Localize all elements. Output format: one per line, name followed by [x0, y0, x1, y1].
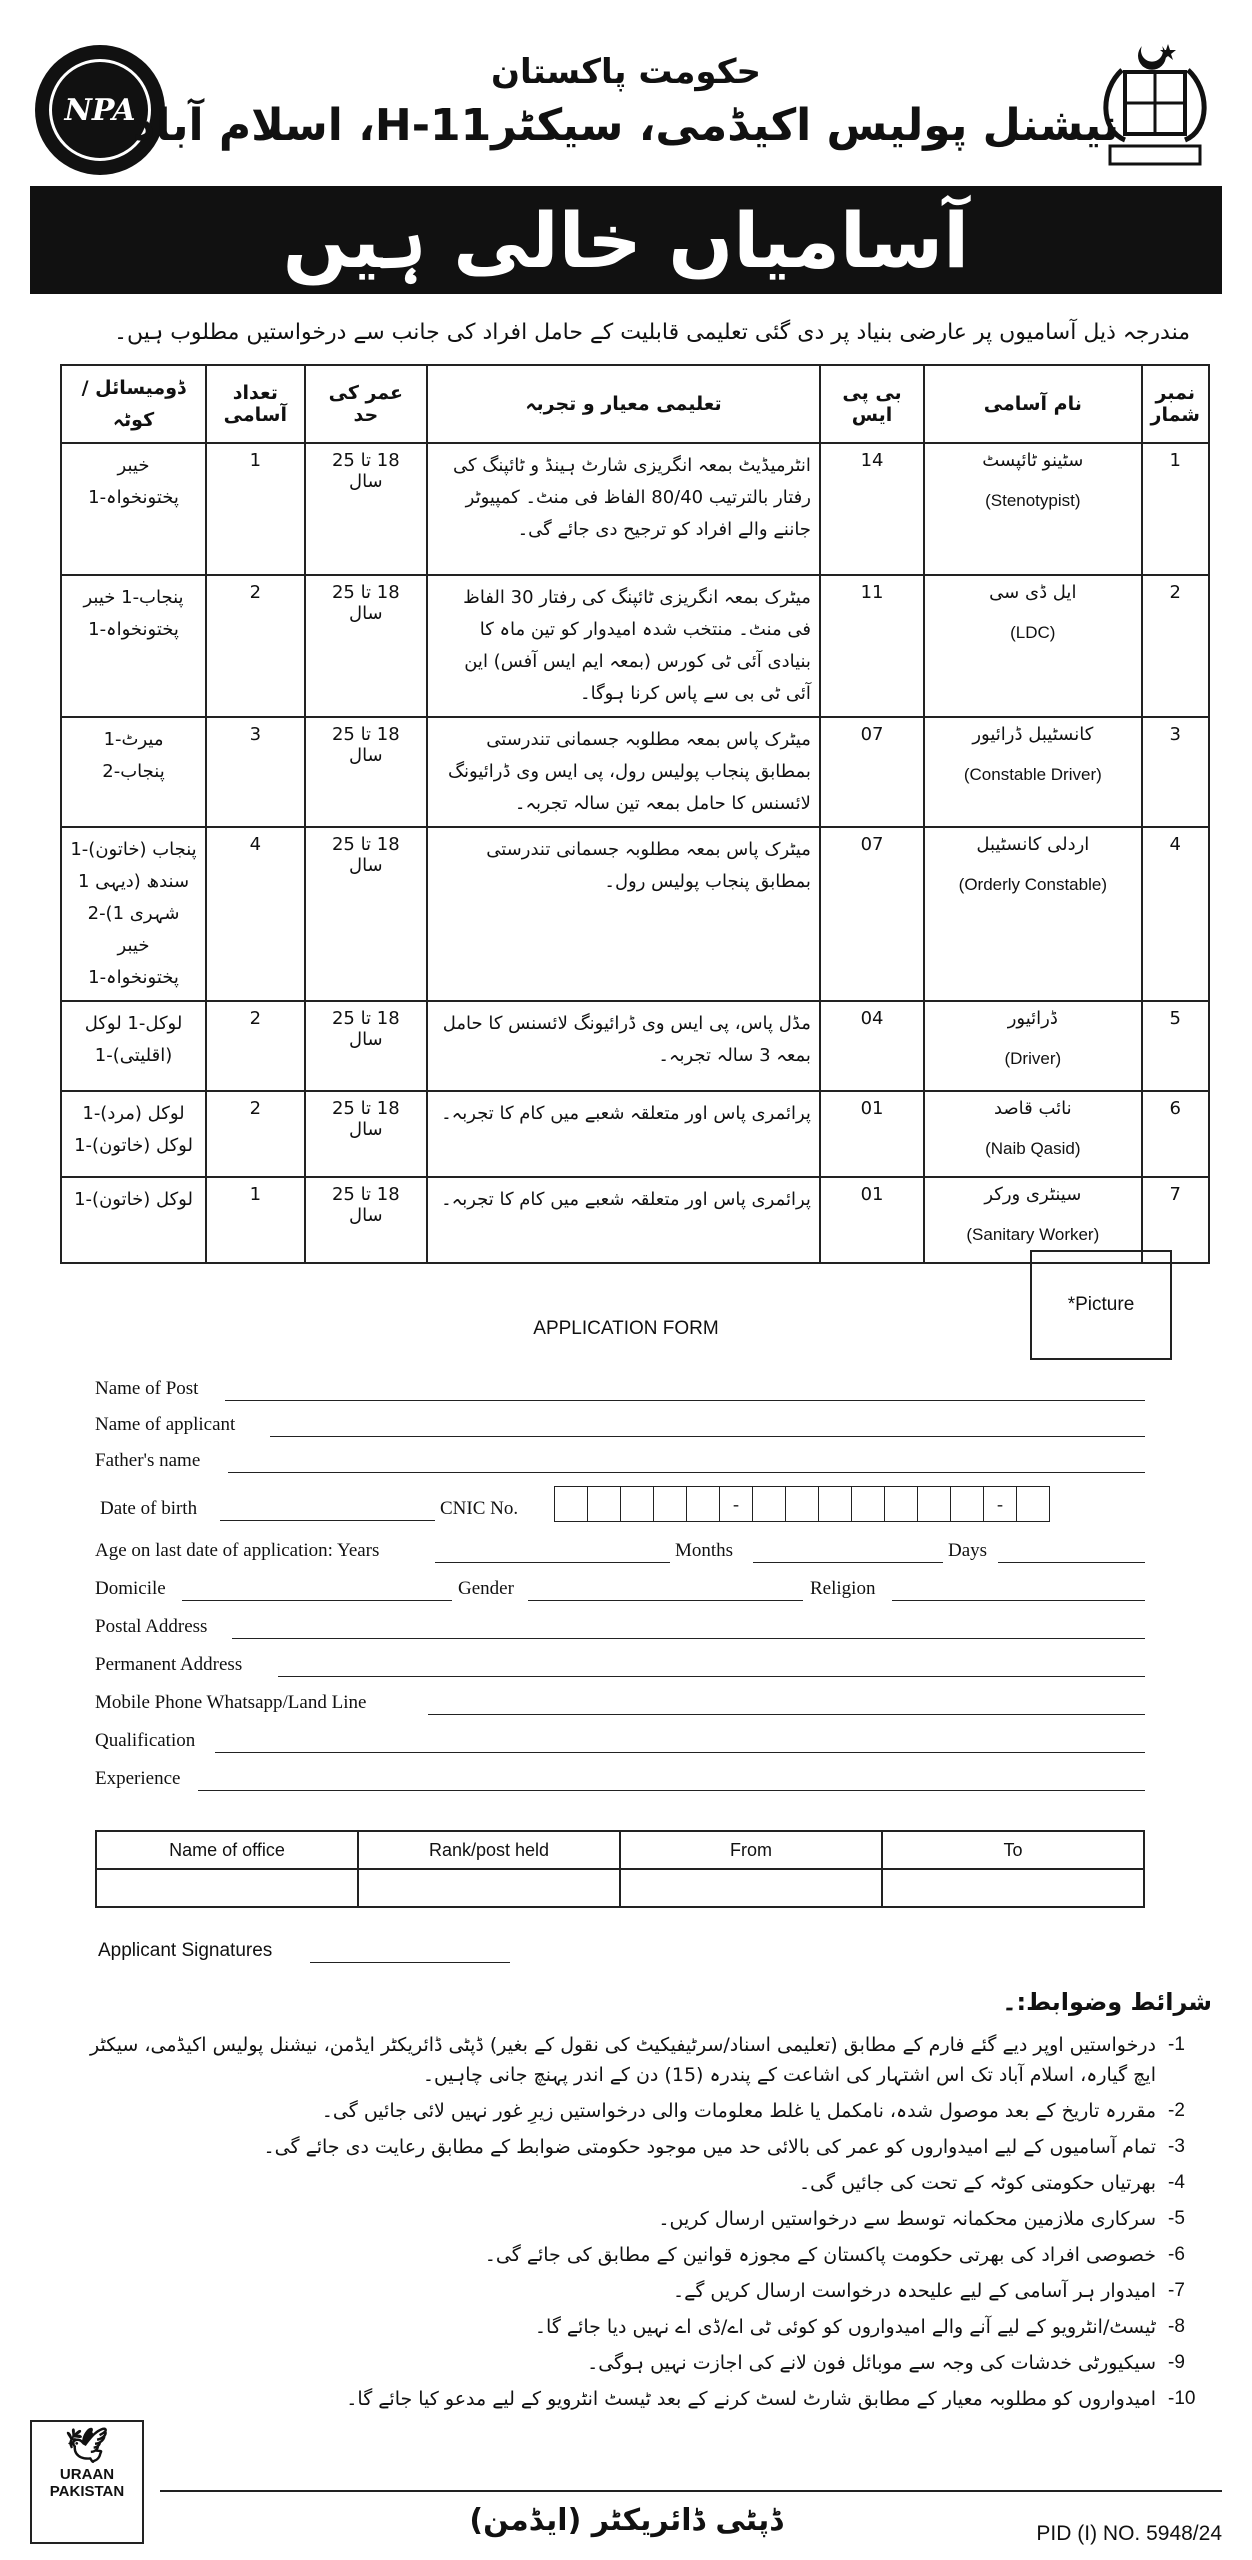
label-name-of-applicant: Name of applicant: [95, 1414, 236, 1435]
term-text: سیکیورٹی خدشات کی وجہ سے موبائل فون لانے کی اجازت نہیں ہوگی۔: [587, 2352, 1156, 2374]
exp-header-to: To: [882, 1831, 1144, 1869]
header-bps: بی پی ایس: [820, 365, 924, 443]
uraan-text: URAAN: [59, 2466, 115, 2483]
term-number: -3: [1168, 2136, 1185, 2157]
cnic-digit-box[interactable]: [851, 1486, 885, 1522]
cell-quota: پنجاب (خاتون)-1 سندھ (دیہی 1 شہری 1)-2 خیبر پختونخواہ-1: [61, 827, 206, 1001]
npa-seal-text: NPA: [49, 59, 151, 161]
cell-sr: 5: [1142, 1001, 1210, 1091]
cell-post: [924, 717, 1141, 827]
label-permanent-address: Permanent Address: [95, 1654, 243, 1675]
cell-bps: 11: [820, 575, 924, 717]
exp-rank-cell[interactable]: [358, 1869, 620, 1907]
cell-count: 1: [206, 1177, 305, 1263]
cell-age: 18 تا 25 سال: [305, 1091, 427, 1177]
permanent-address-field[interactable]: [278, 1676, 1145, 1677]
header-qualification: تعلیمی معیار و تجربہ: [427, 365, 820, 443]
table-header-row: [61, 365, 1209, 443]
post-urdu: ایل ڈی سی: [989, 582, 1077, 603]
term-text: امیدوار ہر آسامی کے لیے علیحدہ درخواست ارسال کریں گے۔: [673, 2280, 1156, 2302]
cell-count: 1: [206, 443, 305, 575]
cnic-digit-box[interactable]: [653, 1486, 687, 1522]
cell-sr: 6: [1142, 1091, 1210, 1177]
vacancies-banner: آسامیاں خالی ہیں: [30, 186, 1222, 294]
label-domicile: Domicile: [95, 1578, 166, 1599]
post-urdu: سٹینو ٹائپسٹ: [982, 450, 1084, 471]
cnic-separator: -: [719, 1486, 753, 1522]
table-row: [61, 717, 1209, 827]
applicant-signature-field[interactable]: [310, 1962, 510, 1963]
term-number: -1: [1168, 2034, 1185, 2055]
cell-age: 18 تا 25 سال: [305, 717, 427, 827]
experience-table: [95, 1830, 1145, 1908]
header-count: تعداد آسامی: [206, 365, 305, 443]
table-row: [61, 575, 1209, 717]
cell-age: 18 تا 25 سال: [305, 1001, 427, 1091]
academy-heading: نیشنل پولیس اکیڈمی، سیکٹرH-11، اسلام آباد: [132, 100, 1120, 151]
post-english: (Naib Qasid): [985, 1139, 1081, 1158]
exp-header-rank: Rank/post held: [358, 1831, 620, 1869]
domicile-field[interactable]: [182, 1600, 452, 1601]
cell-post: [924, 443, 1141, 575]
term-number: -6: [1168, 2244, 1185, 2265]
footer-divider: [160, 2490, 1222, 2492]
exp-office-cell[interactable]: [96, 1869, 358, 1907]
pakistan-text: PAKISTAN: [49, 2483, 125, 2500]
cell-quota: لوکل (مرد)-1 لوکل (خاتون)-1: [61, 1091, 206, 1177]
cell-bps: 01: [820, 1091, 924, 1177]
list-item: [72, 2240, 1222, 2270]
experience-entry-row: [96, 1869, 1144, 1907]
cell-sr: 4: [1142, 827, 1210, 1001]
pid-number: PID (I) NO. 5948/24: [1036, 2522, 1222, 2545]
cell-sr: 2: [1142, 575, 1210, 717]
term-text: بھرتیاں حکومتی کوٹہ کے تحت کی جائیں گی۔: [799, 2172, 1156, 2194]
post-english: (Stenotypist): [985, 491, 1081, 510]
picture-box: *Picture: [1030, 1250, 1172, 1360]
table-row: [61, 827, 1209, 1001]
term-number: -5: [1168, 2208, 1185, 2229]
terms-title: شرائط وضوابط:۔: [1002, 1988, 1212, 2016]
name-of-post-field[interactable]: [225, 1400, 1145, 1401]
list-item: [72, 2384, 1222, 2414]
term-number: -8: [1168, 2316, 1185, 2337]
age-months-field[interactable]: [753, 1562, 943, 1563]
post-english: (Driver): [1004, 1049, 1062, 1068]
government-heading: حکومت پاکستان: [490, 52, 762, 92]
cell-bps: 14: [820, 443, 924, 575]
cell-qualification: میٹرک بمعہ انگریزی ٹائپنگ کی رفتار 30 الفاظ فی منٹ۔ منتخب شدہ امیدوار کو تین ماہ کا بنیادی آئی ٹی کورس (بمعہ ایم ایس آفس) این آئی ٹی بی سے پاس کرنا ہوگا۔: [427, 575, 820, 717]
cnic-digit-box[interactable]: [752, 1486, 786, 1522]
cnic-digit-box[interactable]: [554, 1486, 588, 1522]
qualification-field[interactable]: [215, 1752, 1145, 1753]
label-cnic: CNIC No.: [440, 1498, 519, 1519]
cnic-digit-box[interactable]: [785, 1486, 819, 1522]
list-item: [72, 2030, 1222, 2090]
label-gender: Gender: [458, 1578, 514, 1599]
term-number: -9: [1168, 2352, 1185, 2373]
cell-sr: 7: [1142, 1177, 1210, 1263]
cell-count: 3: [206, 717, 305, 827]
label-months: Months: [675, 1540, 734, 1561]
cell-quota: پنجاب-1 خیبر پختونخواہ-1: [61, 575, 206, 717]
cell-age: 18 تا 25 سال: [305, 827, 427, 1001]
cnic-digit-box[interactable]: [818, 1486, 852, 1522]
list-item: [72, 2132, 1222, 2162]
term-number: -7: [1168, 2280, 1185, 2301]
exp-from-cell[interactable]: [620, 1869, 882, 1907]
term-text: تمام آسامیوں کے لیے امیدواروں کو عمر کی بالائی حد میں موجود حکومتی ضوابط کے مطابق رعایت دی جائے گی۔: [263, 2136, 1156, 2158]
header-post: نام آسامی: [924, 365, 1141, 443]
cell-qualification: انٹرمیڈیٹ بمعہ انگریزی شارٹ ہینڈ و ٹائپنگ کی رفتار بالترتیب 80/40 الفاظ فی منٹ۔ کمپیوٹر جاننے والے افراد کو ترجیح دی جائے گی۔: [427, 443, 820, 575]
cell-post: [924, 575, 1141, 717]
post-urdu: نائب قاصد: [993, 1098, 1072, 1119]
postal-address-field[interactable]: [232, 1638, 1145, 1639]
label-postal-address: Postal Address: [95, 1616, 208, 1637]
terms-list: [72, 2030, 1222, 2420]
bird-icon: 🕊: [65, 2427, 109, 2465]
cell-qualification: پرائمری پاس اور متعلقہ شعبے میں کام کا تجربہ۔: [427, 1091, 820, 1177]
vacancies-table: [60, 364, 1210, 1264]
list-item: [72, 2096, 1222, 2126]
cell-bps: 04: [820, 1001, 924, 1091]
cnic-separator: -: [983, 1486, 1017, 1522]
cell-quota: لوکل-1 لوکل (اقلیتی)-1: [61, 1001, 206, 1091]
cnic-digit-box[interactable]: [620, 1486, 654, 1522]
list-item: [72, 2348, 1222, 2378]
table-row: [61, 443, 1209, 575]
mobile-phone-field[interactable]: [428, 1714, 1145, 1715]
cell-post: [924, 1001, 1141, 1091]
gender-field[interactable]: [528, 1600, 803, 1601]
age-years-field[interactable]: [435, 1562, 670, 1563]
list-item: [72, 2204, 1222, 2234]
cell-age: 18 تا 25 سال: [305, 1177, 427, 1263]
table-row: [61, 1001, 1209, 1091]
header-age: عمر کی حد: [305, 365, 427, 443]
header-sr: نمبر شمار: [1142, 365, 1210, 443]
cell-quota: میرٹ-1 پنجاب-2: [61, 717, 206, 827]
cnic-boxes[interactable]: [555, 1486, 1050, 1522]
experience-header-row: [96, 1831, 1144, 1869]
term-number: -2: [1168, 2100, 1185, 2121]
list-item: [72, 2168, 1222, 2198]
list-item: [72, 2276, 1222, 2306]
exp-to-cell[interactable]: [882, 1869, 1144, 1907]
cnic-digit-box[interactable]: [587, 1486, 621, 1522]
cnic-digit-box[interactable]: [917, 1486, 951, 1522]
header-quota: ڈومیسائل / کوٹہ: [61, 365, 206, 443]
label-date-of-birth: Date of birth: [100, 1498, 198, 1519]
exp-header-from: From: [620, 1831, 882, 1869]
cnic-digit-box[interactable]: [1016, 1486, 1050, 1522]
cnic-digit-box[interactable]: [950, 1486, 984, 1522]
experience-field[interactable]: [198, 1790, 1145, 1791]
label-mobile-phone: Mobile Phone Whatsapp/Land Line: [95, 1692, 367, 1713]
label-fathers-name: Father's name: [95, 1450, 201, 1471]
label-experience: Experience: [95, 1768, 181, 1789]
label-days: Days: [948, 1540, 988, 1561]
cell-count: 2: [206, 1001, 305, 1091]
cell-count: 4: [206, 827, 305, 1001]
post-english: (Orderly Constable): [958, 875, 1107, 894]
cell-qualification: پرائمری پاس اور متعلقہ شعبے میں کام کا تجربہ۔: [427, 1177, 820, 1263]
cell-post: [924, 827, 1141, 1001]
term-text: خصوصی افراد کی بھرتی حکومت پاکستان کے مجوزہ قوانین کے مطابق کی جائے گی۔: [484, 2244, 1156, 2266]
signatory-title: ڈپٹی ڈائریکٹر (ایڈمن): [469, 2503, 783, 2538]
term-text: درخواستیں اوپر دیے گئے فارم کے مطابق (تعلیمی اسناد/سرٹیفیکیٹ کی نقول کے بغیر) ڈپٹی ڈائریکٹر ایڈمن، نیشنل پولیس اکیڈمی، سیکٹر ایچ گیارہ، اسلام آباد تک اس اشتہار کی اشاعت کے پندرہ (15) دن کے اندر پہنچ جانی چاہیں۔: [89, 2034, 1156, 2086]
label-age-years: Age on last date of application: Years: [95, 1540, 380, 1561]
term-text: ٹیسٹ/انٹرویو کے لیے آنے والے امیدواروں کو کوئی ٹی اے/ڈی اے نہیں دیا جائے گا۔: [534, 2316, 1156, 2338]
age-days-field[interactable]: [998, 1562, 1145, 1563]
term-text: امیدواروں کو مطلوبہ معیار کے مطابق شارٹ لسٹ کرنے کے بعد ٹیسٹ انٹرویو کے لیے مدعو کیا جائے گا۔: [346, 2388, 1156, 2410]
cell-count: 2: [206, 1091, 305, 1177]
term-number: -4: [1168, 2172, 1185, 2193]
cnic-digit-box[interactable]: [686, 1486, 720, 1522]
term-text: مقررہ تاریخ کے بعد موصول شدہ، نامکمل یا غلط معلومات والی درخواستیں زیرِ غور نہیں لائی جائیں گی۔: [321, 2100, 1156, 2122]
fathers-name-field[interactable]: [228, 1472, 1145, 1473]
cell-bps: 07: [820, 717, 924, 827]
post-english: (Constable Driver): [963, 765, 1102, 784]
cell-count: 2: [206, 575, 305, 717]
cell-qualification: میٹرک پاس بمعہ مطلوبہ جسمانی تندرستی بمطابق پنجاب پولیس رول۔: [427, 827, 820, 1001]
intro-text: مندرجہ ذیل آسامیوں پر عارضی بنیاد پر دی گئی تعلیمی قابلیت کے حامل افراد کی جانب سے درخواستیں مطلوب ہیں۔: [114, 320, 1190, 345]
label-religion: Religion: [810, 1578, 876, 1599]
term-number: -10: [1168, 2388, 1196, 2409]
cell-quota: لوکل (خاتون)-1: [61, 1177, 206, 1263]
cell-sr: 3: [1142, 717, 1210, 827]
religion-field[interactable]: [892, 1600, 1145, 1601]
cell-bps: 07: [820, 827, 924, 1001]
cell-qualification: مڈل پاس، پی ایس وی ڈرائیونگ لائسنس کا حامل بمعہ 3 سالہ تجربہ۔: [427, 1001, 820, 1091]
label-name-of-post: Name of Post: [95, 1378, 199, 1399]
cell-age: 18 تا 25 سال: [305, 575, 427, 717]
cnic-digit-box[interactable]: [884, 1486, 918, 1522]
application-form-title: APPLICATION FORM: [533, 1318, 719, 1339]
table-row: [61, 1091, 1209, 1177]
post-urdu: سینٹری ورکر: [984, 1184, 1082, 1205]
cell-bps: 01: [820, 1177, 924, 1263]
applicant-signature-label: Applicant Signatures: [98, 1940, 273, 1961]
label-qualification: Qualification: [95, 1730, 196, 1751]
post-urdu: کانسٹیبل ڈرائیور: [972, 724, 1094, 745]
cell-post: [924, 1091, 1141, 1177]
list-item: [72, 2312, 1222, 2342]
cell-qualification: میٹرک پاس بمعہ مطلوبہ جسمانی تندرستی بمطابق پنجاب پولیس رول، پی ایس وی ڈرائیونگ لائسنس کا حامل بمعہ تین سالہ تجربہ۔: [427, 717, 820, 827]
cell-age: 18 تا 25 سال: [305, 443, 427, 575]
date-of-birth-field[interactable]: [220, 1520, 435, 1521]
cell-sr: 1: [1142, 443, 1210, 575]
post-english: (Sanitary Worker): [966, 1225, 1100, 1244]
post-urdu: ڈرائیور: [1007, 1008, 1058, 1029]
cell-quota: خیبر پختونخواہ-1: [61, 443, 206, 575]
term-text: سرکاری ملازمین محکمانہ توسط سے درخواستیں ارسال کریں۔: [658, 2208, 1156, 2230]
post-english: (LDC): [1010, 623, 1056, 642]
post-urdu: اردلی کانسٹیبل: [976, 834, 1090, 855]
name-of-applicant-field[interactable]: [270, 1436, 1145, 1437]
exp-header-office: Name of office: [96, 1831, 358, 1869]
